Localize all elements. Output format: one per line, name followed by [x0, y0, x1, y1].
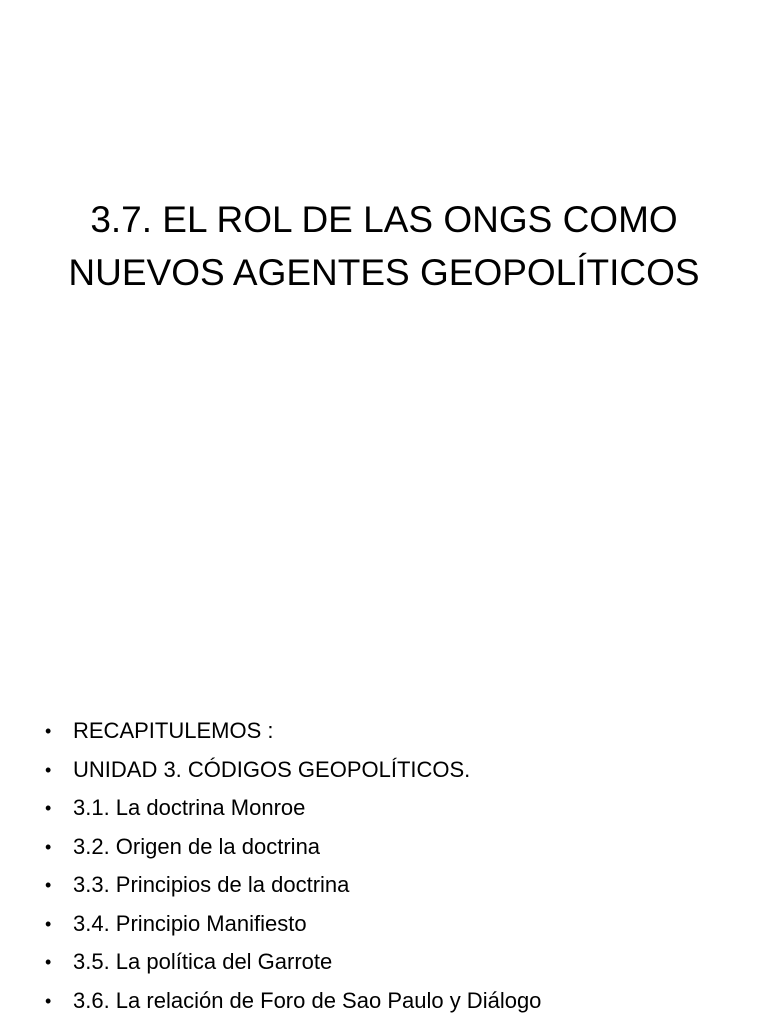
- bullet-text: 3.4. Principio Manifiesto: [73, 910, 307, 936]
- bullet-text: 3.1. La doctrina Monroe: [73, 795, 306, 820]
- bullet-item: [42, 943, 762, 982]
- bullet-icon: •: [45, 721, 52, 741]
- slide-title-line-2: NUEVOS AGENTES GEOPOLÍTICOS: [68, 252, 700, 293]
- bullet-item: [42, 982, 762, 1021]
- bullet-icon: •: [45, 875, 52, 895]
- bullet-icon: •: [45, 798, 52, 818]
- bullet-list: [42, 712, 762, 1020]
- bullet-item: [42, 751, 762, 790]
- bullet-item: [42, 712, 762, 751]
- bullet-icon: •: [45, 759, 52, 780]
- bullet-icon: •: [45, 952, 52, 972]
- bullet-item: [42, 789, 762, 828]
- bullet-text: 3.3. Principios de la doctrina: [73, 872, 350, 897]
- bullet-icon: •: [45, 836, 52, 857]
- bullet-text: 3.2. Origen de la doctrina: [73, 833, 321, 859]
- bullet-text: UNIDAD 3. CÓDIGOS GEOPOLÍTICOS.: [73, 756, 471, 782]
- bullet-icon: •: [45, 990, 52, 1011]
- slide-title-line-1: 3.7. EL ROL DE LAS ONGS COMO: [90, 199, 678, 240]
- bullet-item: [42, 905, 762, 944]
- bullet-text: 3.5. La política del Garrote: [73, 949, 333, 974]
- bullet-text: 3.6. La relación de Foro de Sao Paulo y Diálogo: [73, 987, 542, 1013]
- bullet-item: [42, 828, 762, 867]
- slide-title: [0, 193, 768, 299]
- bullet-icon: •: [45, 913, 52, 934]
- bullet-item: [42, 866, 762, 905]
- bullet-text: RECAPITULEMOS :: [73, 718, 274, 743]
